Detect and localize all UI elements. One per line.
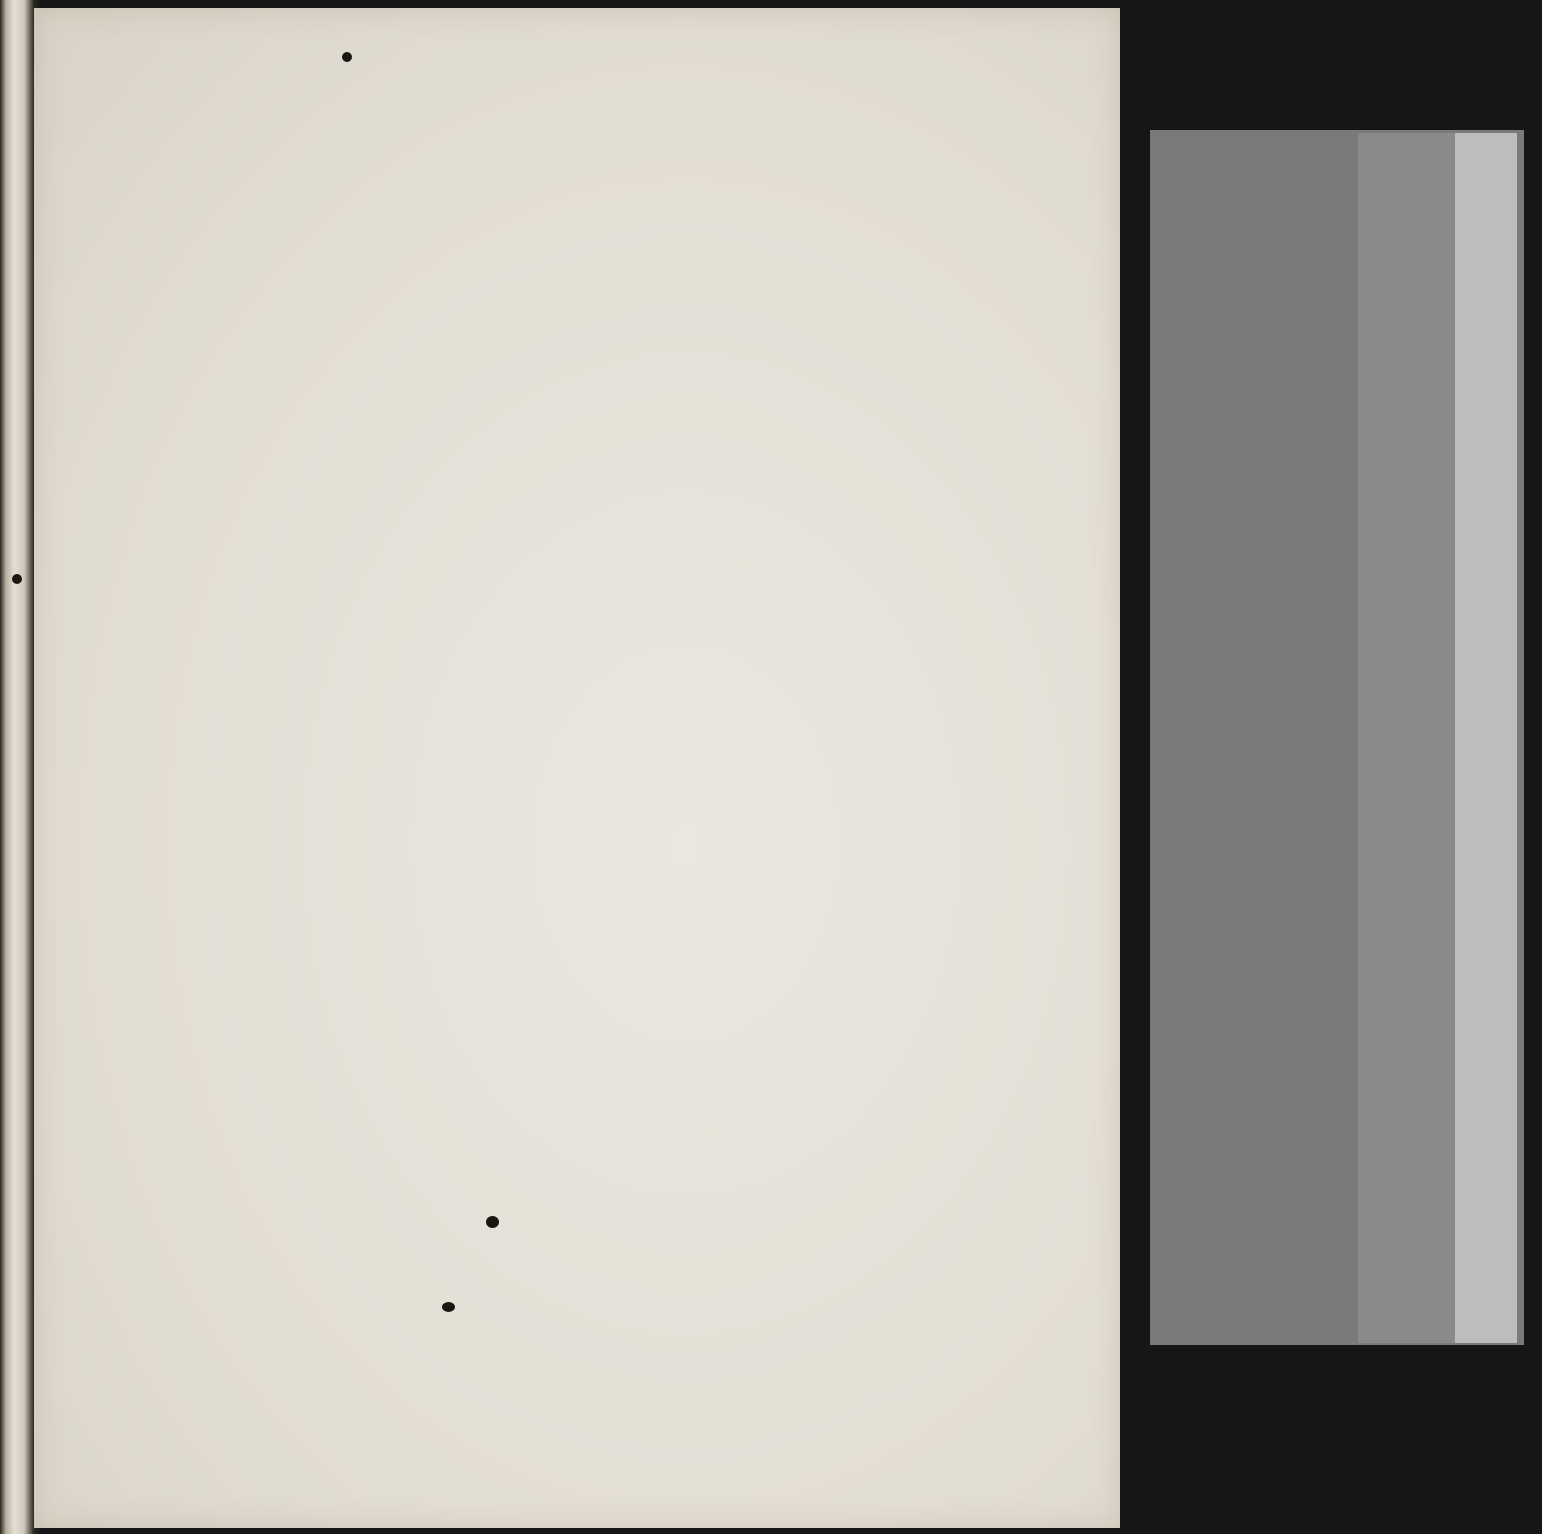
ink-dot xyxy=(342,52,352,62)
ruler xyxy=(1455,133,1517,1343)
chapter-heading xyxy=(170,298,810,331)
ink-dot xyxy=(486,1216,499,1228)
manuscript-page xyxy=(34,8,1120,1528)
heading-line-2 xyxy=(170,298,810,331)
ink-dot xyxy=(442,1302,455,1312)
ink-dot xyxy=(12,574,22,584)
